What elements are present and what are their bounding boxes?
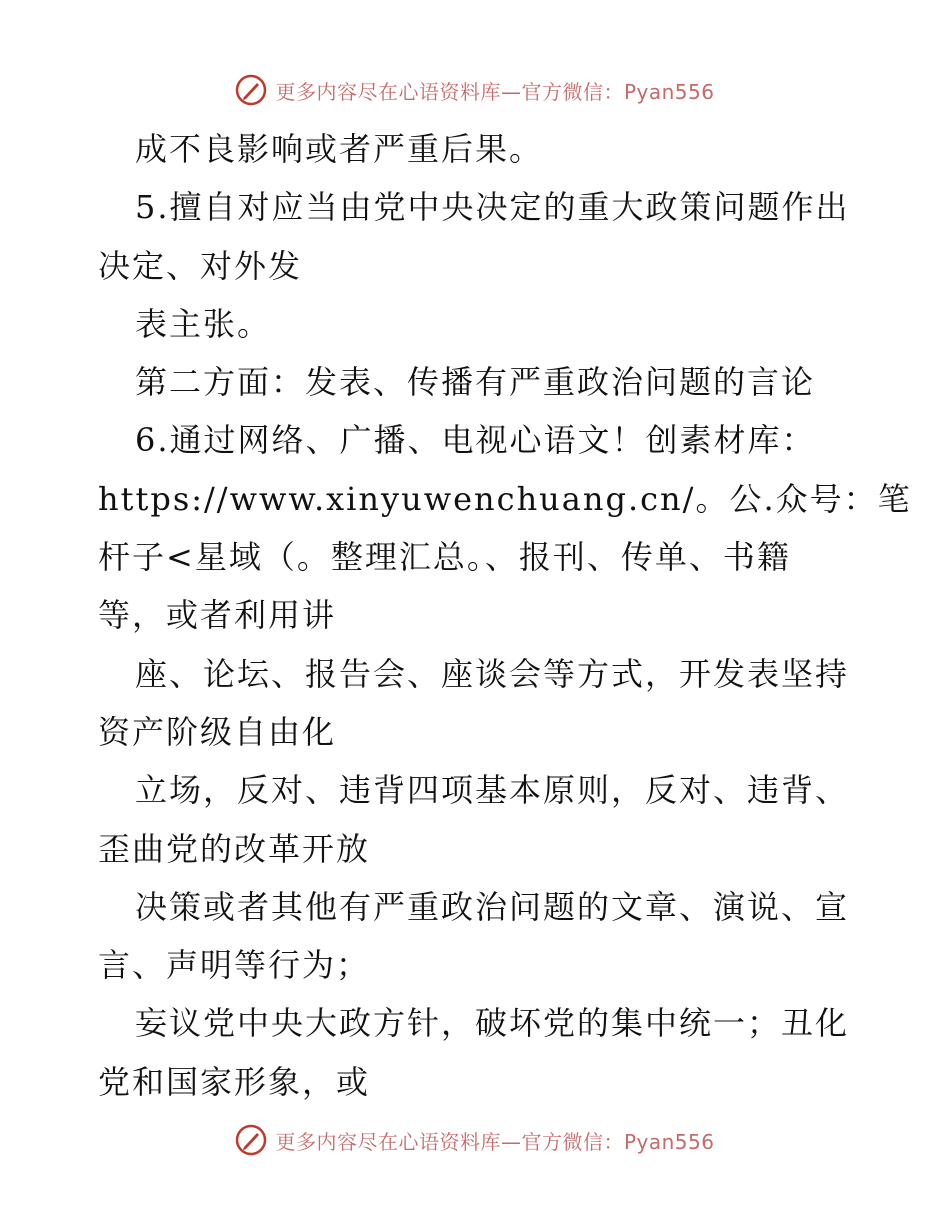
header-banner	[0, 70, 950, 110]
quill-pen-seal-icon	[235, 1124, 267, 1156]
header-banner-text: 更多内容尽在心语资料库—官方微信：Pyan556	[275, 79, 715, 104]
text-line: 立场，反对、违背四项基本原则，反对、违背、	[135, 771, 850, 810]
text-line: 表主张。	[135, 304, 272, 343]
text-line: 等，或者利用讲	[98, 596, 337, 635]
text-line: 歪曲党的改革开放	[98, 829, 371, 868]
text-line: 党和国家形象，或	[98, 1062, 371, 1101]
section-heading: 第二方面：发表、传播有严重政治问题的言论	[135, 363, 816, 402]
text-line-url: https://www.xinyuwenchuang.cn/。公.众号：笔	[98, 479, 912, 518]
text-line: 成不良影响或者严重后果。	[135, 130, 544, 168]
footer-banner	[0, 1120, 950, 1160]
text-line: 决策或者其他有严重政治问题的文章、演说、宣	[135, 887, 850, 926]
text-line: 决定、对外发	[98, 246, 303, 285]
text-line: 5.擅自对应当由党中央决定的重大政策问题作出	[135, 188, 850, 227]
document-body	[98, 120, 912, 1111]
text-line: 资产阶级自由化	[98, 712, 337, 751]
text-line: 杆子<星域（。整理汇总。、报刊、传单、书籍	[98, 538, 791, 577]
text-line: 妄议党中央大政方针，破坏党的集中统一；丑化	[135, 1004, 850, 1043]
text-line: 座、论坛、报告会、座谈会等方式，开发表坚持	[135, 654, 850, 693]
text-line: 言、声明等行为；	[98, 946, 371, 985]
text-line: 6.通过网络、广播、电视心语文！创素材库：	[135, 421, 816, 460]
quill-pen-seal-icon	[235, 74, 267, 106]
footer-banner-text: 更多内容尽在心语资料库—官方微信：Pyan556	[275, 1129, 715, 1154]
